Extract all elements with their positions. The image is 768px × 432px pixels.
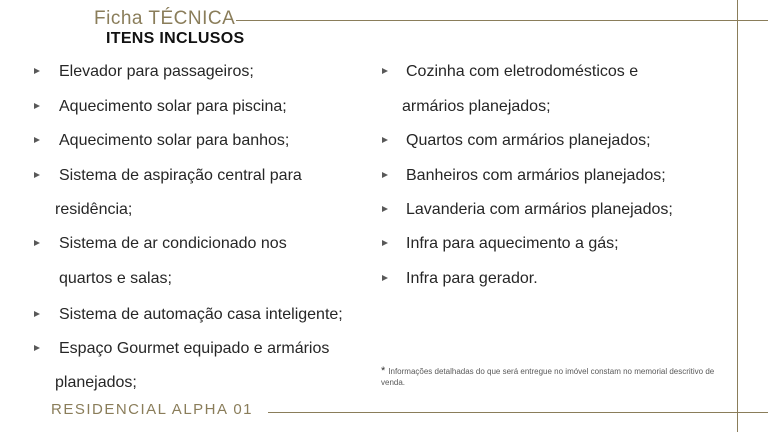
list-item: Aquecimento solar para banhos; bbox=[59, 132, 290, 149]
header-rule bbox=[236, 20, 768, 21]
bullet-icon bbox=[34, 68, 40, 74]
list-item: Lavanderia com armários planejados; bbox=[406, 201, 673, 218]
bullet-icon bbox=[34, 240, 40, 246]
bullet-icon bbox=[34, 137, 40, 143]
footnote-text: Informações detalhadas do que será entregue no imóvel constam no memorial descritivo de venda. bbox=[381, 367, 715, 387]
list-item-continuation: quartos e salas; bbox=[59, 270, 172, 287]
list-item: Infra para gerador. bbox=[406, 270, 538, 287]
bullet-icon bbox=[34, 172, 40, 178]
section-heading: ITENS INCLUSOS bbox=[106, 30, 245, 47]
list-item-continuation: residência; bbox=[55, 201, 133, 218]
list-item: Sistema de automação casa inteligente; bbox=[59, 306, 343, 323]
list-item: Espaço Gourmet equipado e armários bbox=[59, 340, 330, 357]
list-item: Aquecimento solar para piscina; bbox=[59, 98, 287, 115]
bullet-icon bbox=[34, 345, 40, 351]
bullet-icon bbox=[382, 275, 388, 281]
right-vertical-rule bbox=[737, 0, 738, 432]
list-item: Elevador para passageiros; bbox=[59, 63, 254, 80]
footer-label: RESIDENCIAL ALPHA 01 bbox=[51, 401, 254, 418]
bullet-icon bbox=[34, 311, 40, 317]
bullet-icon bbox=[382, 68, 388, 74]
list-item: Sistema de aspiração central para bbox=[59, 167, 302, 184]
bullet-icon bbox=[382, 137, 388, 143]
page-title: Ficha TÉCNICA bbox=[94, 8, 236, 29]
list-item: Quartos com armários planejados; bbox=[406, 132, 651, 149]
list-item-continuation: armários planejados; bbox=[402, 98, 551, 115]
list-item: Sistema de ar condicionado nos bbox=[59, 235, 287, 252]
list-item: Banheiros com armários planejados; bbox=[406, 167, 666, 184]
bullet-icon bbox=[382, 172, 388, 178]
bullet-icon bbox=[382, 240, 388, 246]
list-item: Infra para aquecimento a gás; bbox=[406, 235, 619, 252]
footnote-marker: * bbox=[381, 365, 386, 377]
list-item: Cozinha com eletrodomésticos e bbox=[406, 63, 639, 80]
footnote bbox=[381, 366, 721, 388]
bullet-icon bbox=[34, 103, 40, 109]
list-item-continuation: planejados; bbox=[55, 374, 137, 391]
footer-rule bbox=[268, 412, 768, 413]
bullet-icon bbox=[382, 206, 388, 212]
